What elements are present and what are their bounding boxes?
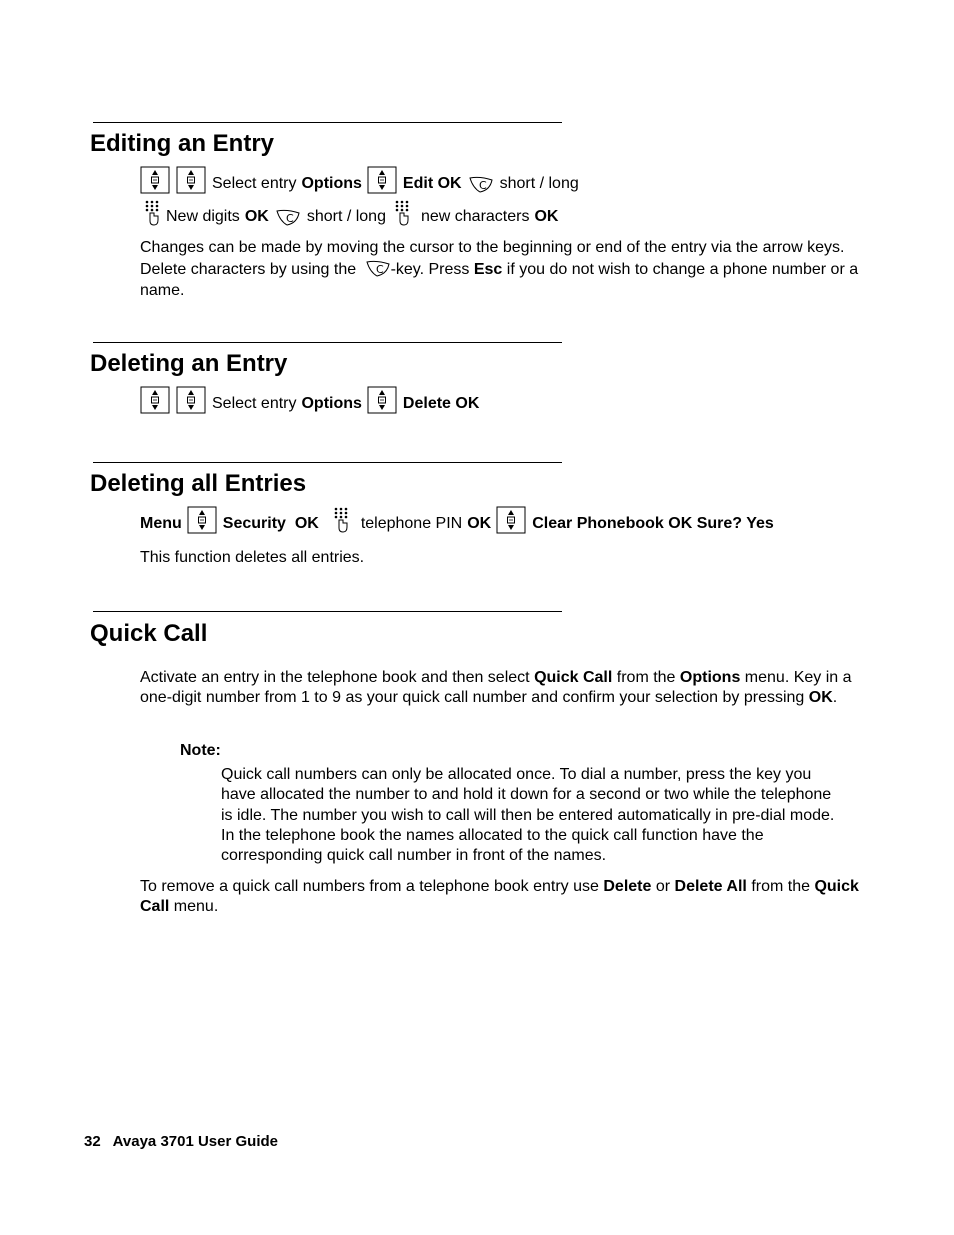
heading-deleting-entry: Deleting an Entry [90, 350, 288, 377]
text: new characters [420, 208, 530, 225]
ok-label: OK [467, 515, 492, 532]
navigation-key-icon [496, 506, 526, 534]
text: from the [616, 669, 676, 686]
text: or [655, 878, 671, 895]
editing-description [140, 238, 860, 301]
quick-call-remove-description [140, 877, 860, 918]
text: from the [751, 878, 810, 895]
section-rule [93, 611, 562, 612]
delete-label: Delete [603, 878, 652, 895]
text: telephone PIN [360, 515, 463, 532]
navigation-key-icon [367, 166, 397, 194]
ok-label: OK [808, 689, 833, 707]
navigation-key-icon [140, 386, 170, 414]
options-label: Options [301, 395, 362, 412]
esc-label: Esc [473, 261, 503, 279]
ok-label: OK [244, 208, 269, 225]
editing-instruction-line-1 [140, 166, 579, 194]
text: Select entry [212, 395, 297, 412]
options-label: Options [679, 669, 741, 686]
note-label: Note: [180, 742, 221, 759]
security-ok-label: Security OK [222, 515, 319, 532]
section-rule [93, 342, 562, 343]
note-body: Quick call numbers can only be allocated once. To dial a number, press the key you have allocated the number to and hold it down for a second or two while the telephone is idle. The number you wish to call will then be entered automatically in pre-dial mode. In the telephone book the names allocated to the quick call function have the corresponding quick call number in front of the names. [221, 766, 835, 865]
deleting-all-description: This function deletes all entries. [140, 549, 365, 566]
clear-key-icon [275, 207, 301, 227]
delete-all-label: Delete All [674, 878, 747, 895]
options-label: Options [301, 175, 362, 192]
text: menu. [173, 898, 219, 916]
text: Changes can be made by moving the cursor to the beginning or end of the entry via the arrow keys. Delete characters by using the [140, 239, 845, 279]
svg-text:C: C [478, 179, 487, 192]
clear-key-icon [365, 258, 391, 278]
quick-call-description [140, 668, 860, 709]
navigation-key-icon [140, 166, 170, 194]
text: New digits [166, 208, 240, 225]
clear-key-icon [468, 174, 494, 194]
navigation-key-icon [367, 386, 397, 414]
section-rule [93, 462, 562, 463]
text: To remove a quick call numbers from a telephone book entry use [140, 878, 599, 895]
keypad-icon [331, 506, 351, 534]
text: Select entry [212, 175, 297, 192]
delete-ok-label: Delete OK [402, 395, 480, 412]
editing-instruction-line-2 [140, 199, 558, 227]
navigation-key-icon [176, 166, 206, 194]
heading-deleting-all-entries: Deleting all Entries [90, 470, 307, 497]
keypad-icon [142, 199, 162, 227]
deleting-all-instruction-line [140, 506, 774, 534]
text: menu. Key in a one-digit number from 1 to 9 as your quick call number and confirm your selection by pressing [140, 669, 852, 707]
clear-phonebook-label: Clear Phonebook OK Sure? Yes [532, 515, 774, 532]
edit-ok-label: Edit OK [402, 175, 462, 192]
text: . [832, 689, 838, 707]
ok-label: OK [534, 208, 559, 225]
quick-call-label: Quick Call [140, 878, 859, 916]
svg-text:C: C [375, 263, 384, 277]
quick-call-label: Quick Call [534, 669, 613, 686]
section-rule [93, 122, 562, 123]
heading-quick-call: Quick Call [90, 620, 208, 647]
svg-text:C: C [285, 212, 294, 225]
text: short / long [499, 175, 579, 192]
text: if you do not wish to change a phone number or a name. [140, 261, 859, 299]
page-footer: 32 Avaya 3701 User Guide [84, 1133, 279, 1150]
navigation-key-icon [176, 386, 206, 414]
menu-label: Menu [140, 515, 182, 532]
keypad-icon [392, 199, 412, 227]
text: -key. Press [390, 261, 470, 279]
deleting-instruction-line [140, 386, 479, 414]
text: short / long [306, 208, 386, 225]
navigation-key-icon [187, 506, 217, 534]
text: Activate an entry in the telephone book and then select [140, 669, 530, 686]
heading-editing-entry: Editing an Entry [90, 130, 275, 157]
